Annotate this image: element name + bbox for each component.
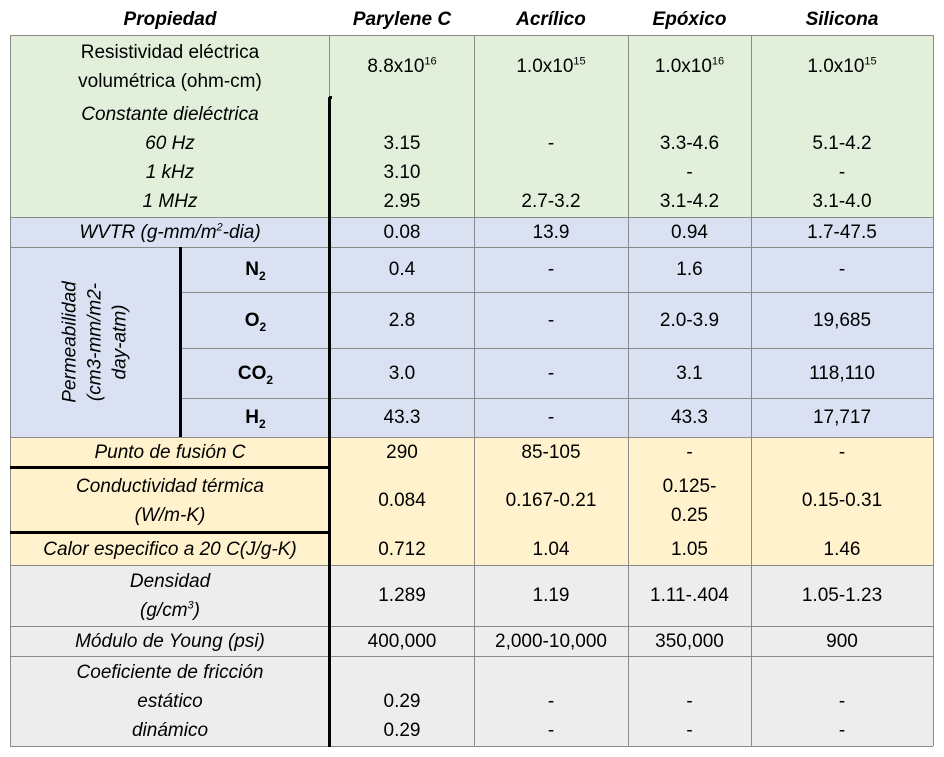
densidad-epoxico: 1.11-.404 bbox=[650, 585, 729, 606]
gas-n2-parylene: 0.4 bbox=[388, 259, 416, 280]
friccion-acrilico: - - bbox=[547, 690, 555, 741]
gas-o2-acrilico: - bbox=[547, 309, 555, 331]
header-silicona: Silicona bbox=[805, 8, 879, 30]
gas-h2-parylene: 43.3 bbox=[383, 407, 421, 428]
fusion-epoxico: - bbox=[686, 442, 693, 463]
wvtr-label: WVTR $(g-mm/m^2-dia)$ bbox=[79, 221, 261, 243]
wvtr-silicona: 1.7-47.5 bbox=[807, 221, 877, 243]
fusion-acrilico: 85-105 bbox=[521, 442, 581, 463]
dielectrica-epoxico: 3.3-4.6 - 3.1-4.2 bbox=[659, 132, 720, 212]
fusion-label: Punto de fusión C bbox=[94, 442, 246, 463]
gas-n2-epoxico: 1.6 bbox=[676, 259, 703, 280]
conductividad-epoxico: 0.125- 0.25 bbox=[662, 475, 717, 526]
wvtr-acrilico: 13.9 bbox=[532, 221, 570, 243]
calor-epoxico: 1.05 bbox=[671, 538, 708, 560]
gas-o2-parylene: 2.8 bbox=[388, 309, 416, 331]
gas-co2-epoxico: 3.1 bbox=[676, 362, 703, 384]
resistividad-parylene: $8.8x10^{16}$ bbox=[367, 55, 437, 77]
dielectrica-acrilico: - 2.7-3.2 bbox=[521, 132, 581, 212]
gas-n2-acrilico: - bbox=[547, 259, 555, 280]
young-acrilico: 2,000-10,000 bbox=[495, 630, 607, 652]
fusion-silicona: - bbox=[838, 442, 846, 463]
permeabilidad-label: Permeabilidad (cm3-mm/m2- day-atm) bbox=[59, 281, 131, 403]
gas-co2-label: $CO_2$ bbox=[237, 362, 274, 387]
gas-o2-epoxico: 2.0-3.9 bbox=[659, 309, 720, 331]
dielectrica-parylene: 3.15 3.10 2.95 bbox=[383, 132, 421, 212]
young-label: Módulo de Young (psi) bbox=[75, 630, 265, 652]
gas-co2-silicona: 118,110 bbox=[809, 362, 875, 384]
resistividad-label: Resistividad eléctrica volumétrica (ohm-cm) bbox=[78, 41, 262, 92]
dielectrica-silicona: 5.1-4.2 - 3.1-4.0 bbox=[812, 132, 872, 212]
densidad-acrilico: 1.19 bbox=[532, 585, 570, 606]
calor-acrilico: 1.04 bbox=[532, 538, 570, 560]
wvtr-epoxico: 0.94 bbox=[671, 221, 708, 243]
gas-n2-silicona: - bbox=[838, 259, 846, 280]
header-acrilico: Acrílico bbox=[516, 8, 586, 30]
densidad-silicona: 1.05-1.23 bbox=[801, 585, 883, 606]
wvtr-parylene: 0.08 bbox=[383, 221, 421, 243]
header-propiedad: Propiedad bbox=[123, 8, 217, 30]
gas-n2-label: $N_2$ bbox=[245, 259, 266, 283]
calor-silicona: 1.46 bbox=[823, 538, 861, 560]
friccion-epoxico: - - bbox=[686, 690, 693, 741]
gas-o2-label: $O_2$ bbox=[244, 309, 267, 334]
densidad-parylene: 1.289 bbox=[378, 585, 426, 606]
fusion-parylene: 290 bbox=[386, 442, 418, 463]
gas-h2-epoxico: 43.3 bbox=[671, 407, 708, 428]
conductividad-label: Conductividad térmica (W/m-K) bbox=[76, 475, 264, 526]
gas-o2-silicona: 19,685 bbox=[812, 309, 872, 331]
resistividad-epoxico: $1.0x10^{16}$ bbox=[654, 55, 725, 77]
calor-parylene: 0.712 bbox=[378, 538, 426, 560]
conductividad-acrilico: 0.167-0.21 bbox=[505, 490, 597, 511]
gas-h2-silicona: 17,717 bbox=[812, 407, 872, 428]
resistividad-acrilico: $1.0x10^{15}$ bbox=[516, 55, 586, 77]
friccion-label: Coeficiente de fricción estático dinámico bbox=[76, 661, 264, 741]
calor-label: Calor especifico a 20 C(J/g-K) bbox=[43, 538, 297, 560]
young-parylene: 400,000 bbox=[367, 630, 437, 652]
young-silicona: 900 bbox=[826, 630, 858, 652]
densidad-label: Densidad $(g/cm^3)$ bbox=[129, 570, 211, 621]
header-parylene: Parylene C bbox=[352, 8, 452, 30]
young-epoxico: 350,000 bbox=[655, 630, 724, 652]
gas-h2-label: $H_2$ bbox=[245, 407, 266, 431]
header-epoxico: Epóxico bbox=[652, 8, 727, 30]
dielectrica-label: Constante dieléctrica 60 Hz 1 kHz 1 MHz bbox=[81, 103, 259, 212]
gas-h2-acrilico: - bbox=[547, 407, 555, 428]
gas-co2-acrilico: - bbox=[547, 362, 555, 384]
friccion-silicona: - - bbox=[838, 690, 846, 741]
conductividad-silicona: 0.15-0.31 bbox=[801, 490, 883, 511]
conductividad-parylene: 0.084 bbox=[378, 490, 426, 511]
resistividad-silicona: $1.0x10^{15}$ bbox=[807, 55, 877, 77]
friccion-parylene: 0.29 0.29 bbox=[383, 690, 421, 741]
gas-co2-parylene: 3.0 bbox=[388, 362, 416, 384]
